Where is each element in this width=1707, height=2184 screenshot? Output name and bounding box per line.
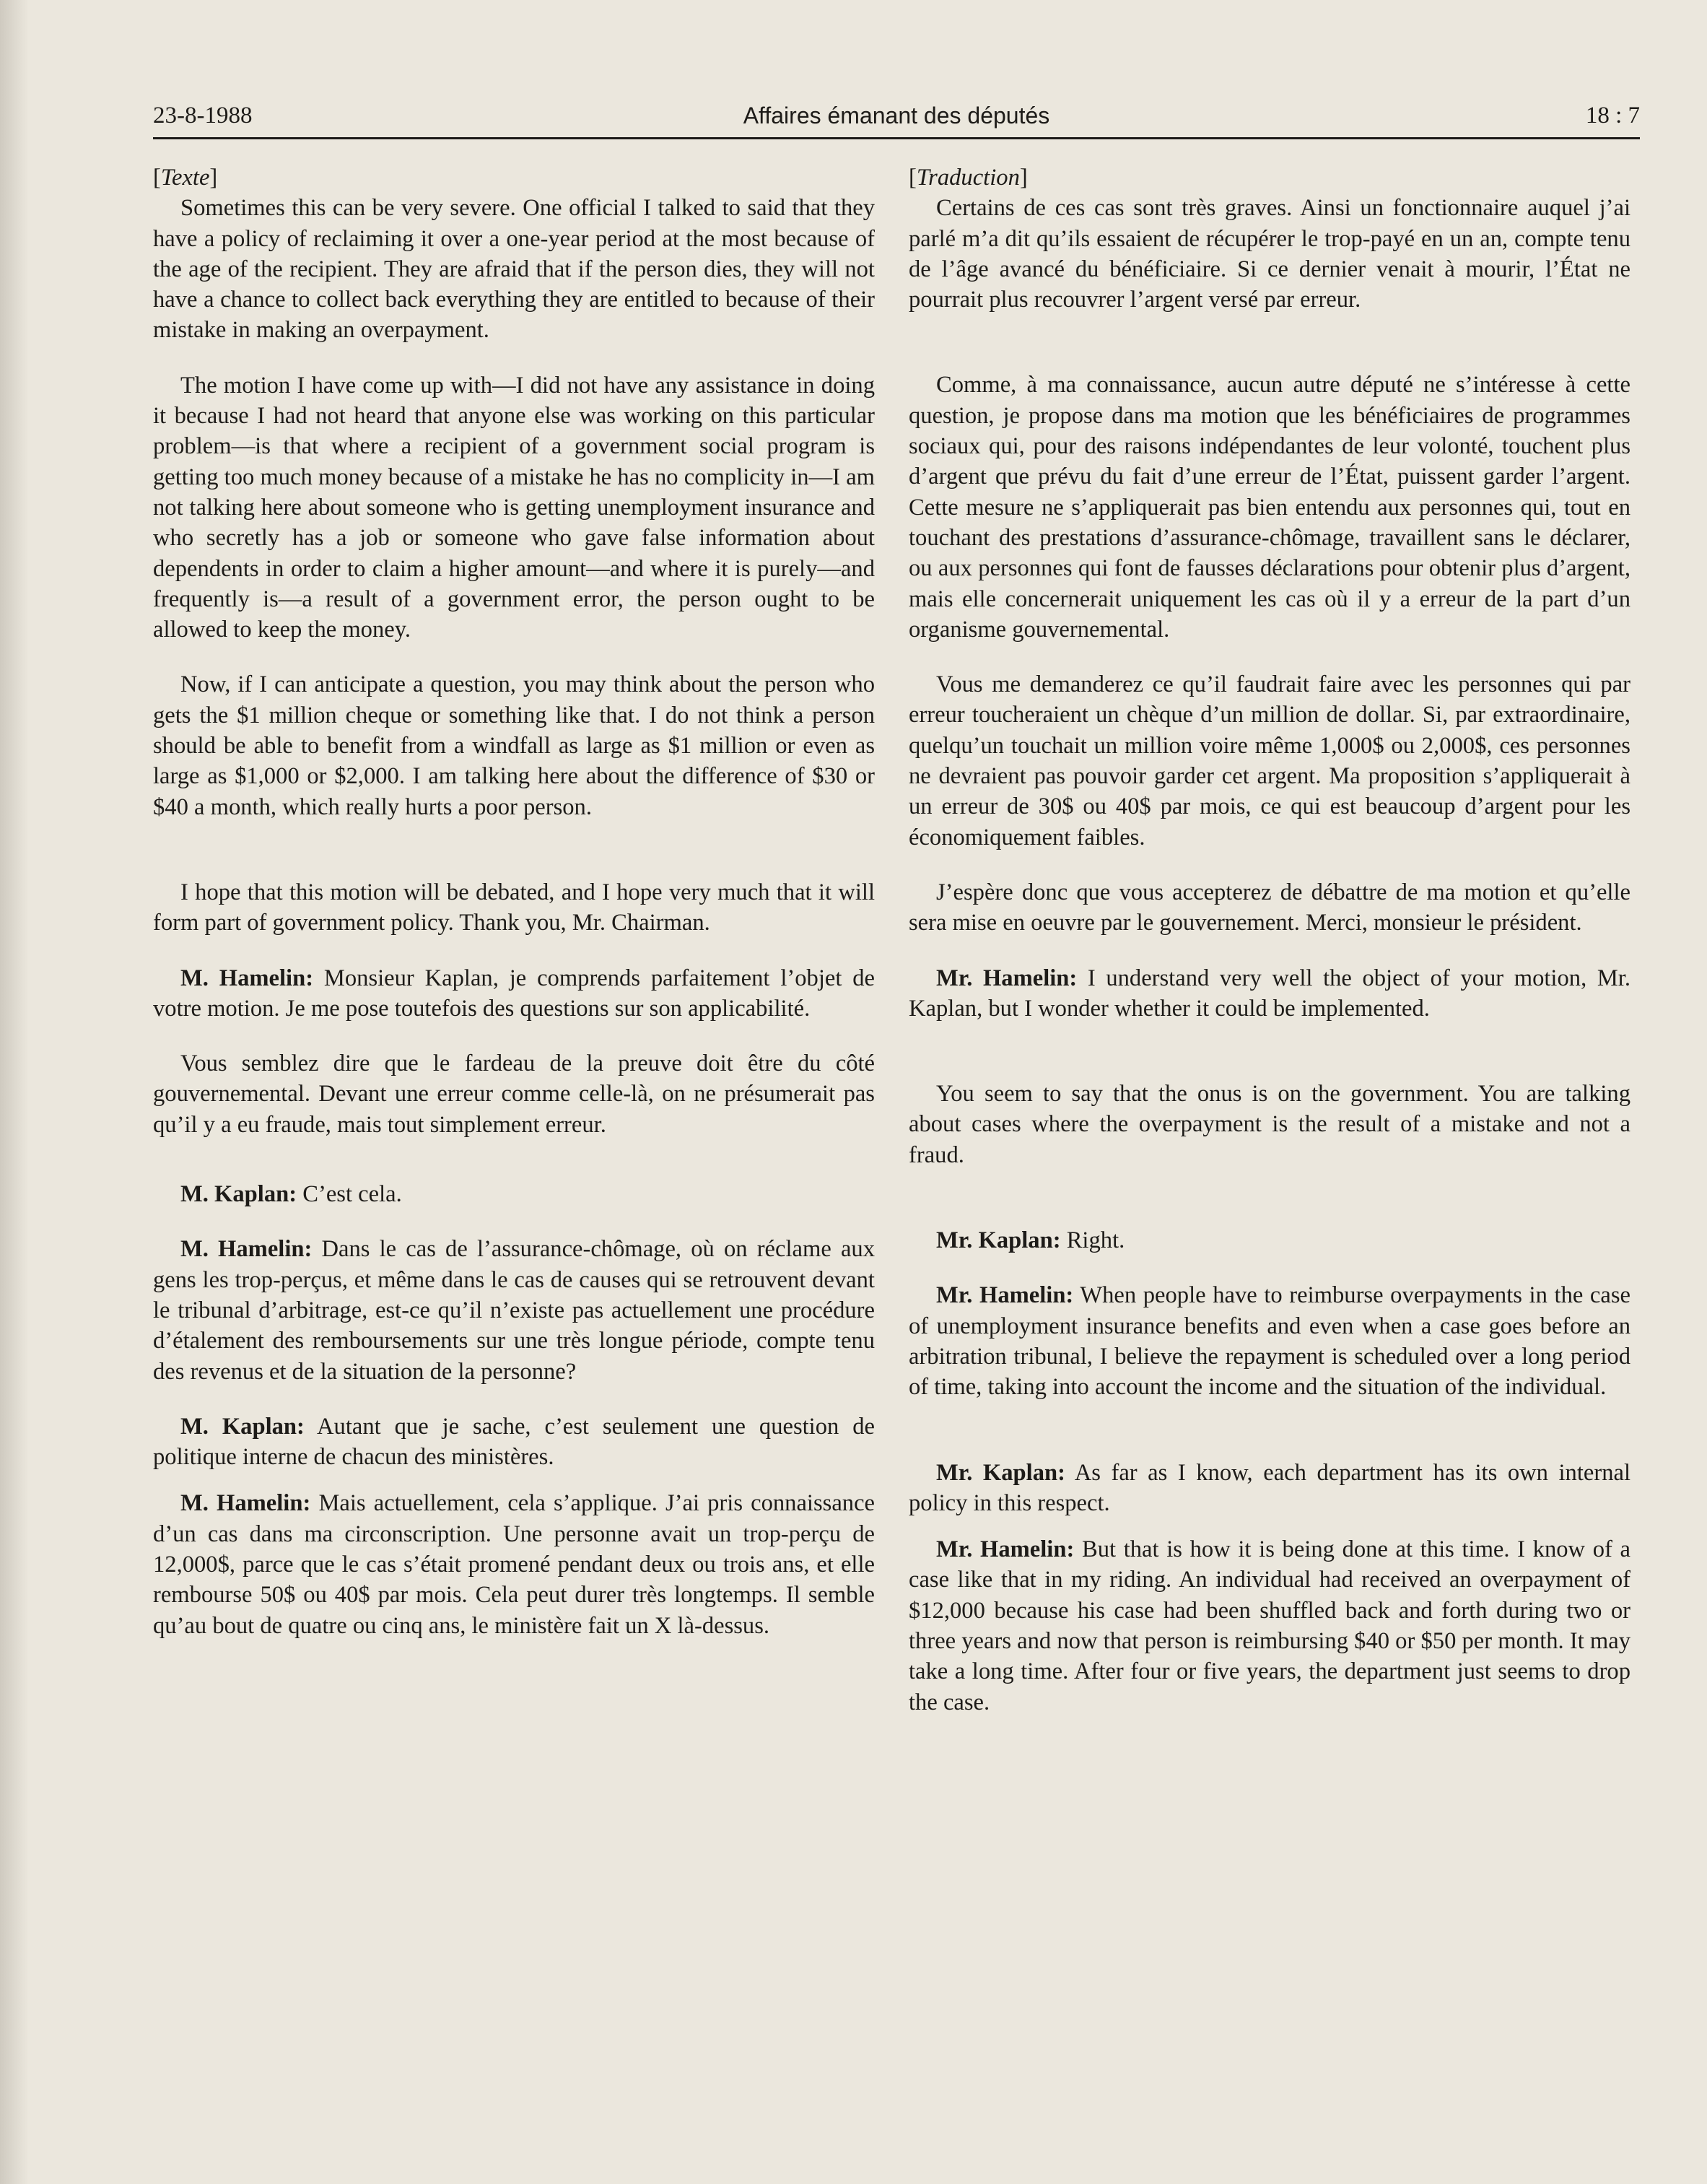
speaker-name: Mr. Hamelin: (936, 965, 1078, 991)
header-page-number: 18 : 7 (1585, 103, 1640, 129)
speaker-name: M. Hamelin: (180, 1236, 313, 1263)
paragraph: The motion I have come up with—I did not have any assistance in doing it because I had not heard that anyone else was working on this particular problem—is that where a recipient of a government social program is getting too much money because of a mistake he has no complicity in—I am not talking here about someone who is getting unemployment insurance and who secretly has a job or someone who gave false information about dependents in order to claim a higher amount—and where it is purely—and frequently is—a result of a government error, the person ought to be allowed to keep the money. (153, 372, 875, 643)
header-rule (153, 137, 1640, 139)
header-date: 23-8-1988 (153, 103, 253, 129)
paragraph: Mr. Hamelin: I understand very well the object of your motion, Mr. Kaplan, but I wonder whether it could be implemented. (909, 965, 1630, 1022)
paragraph: M. Hamelin: Mais actuellement, cela s’applique. J’ai pris connaissance d’un cas dans ma circonscription. Une personne avait un trop-perçu de 12,000$, parce que le cas s’était promené pendant deux ou trois ans, et elle rembourse 50$ ou 40$ par mois. Cela peut durer très longtemps. Il semble qu’au bout de quatre ou cinq ans, le ministère fait un X là-dessus. (153, 1490, 875, 1639)
paragraph: Mr. Hamelin: But that is how it is being done at this time. I know of a case like that in my riding. An individual had received an overpayment of $12,000 because his case had been shuffled back and forth during two or three years and now that person is reimbursing $40 or $50 per month. It may take a long time. After four or five years, the department just seems to drop the case. (909, 1536, 1630, 1715)
paragraph: Mr. Kaplan: As far as I know, each department has its own internal policy in this respect. (909, 1459, 1630, 1516)
paragraph: Now, if I can anticipate a question, you may think about the person who gets the $1 million cheque or something like that. I do not think a person should be able to benefit from a windfall as large as $1 million or even as large as $1,000 or $2,000. I am talking here about the difference of $30 or $40 a month, which really hurts a poor person. (153, 671, 875, 820)
right-column (909, 162, 1630, 1718)
paragraph: Sometimes this can be very severe. One official I talked to said that they have a policy of reclaiming it over a one-year period at the most because of the age of the recipient. They are afraid that if the person dies, they will not have a chance to collect back everything they are entitled to because of their mistake in making an overpayment. (153, 195, 875, 344)
left-column (153, 162, 875, 1641)
language-label: [Traduction] (909, 165, 1028, 191)
paragraph: Certains de ces cas sont très graves. Ainsi un fonctionnaire auquel j’ai parlé m’a dit qu’ils essaient de récupérer le trop-payé en un an, compte tenu de l’âge avancé du bénéficiaire. Si ce dernier venait à mourir, l’État ne pourrait plus recouvrer l’argent versé par erreur. (909, 195, 1630, 313)
paragraph: J’espère donc que vous accepterez de débattre de ma motion et qu’elle sera mise en oeuvre par le gouvernement. Merci, monsieur le président. (909, 879, 1630, 936)
language-label: [Texte] (153, 165, 218, 191)
paragraph: M. Kaplan: C’est cela. (180, 1181, 402, 1208)
speaker-name: M. Kaplan: (180, 1181, 297, 1208)
paragraph: Vous me demanderez ce qu’il faudrait faire avec les personnes qui par erreur toucheraient un chèque d’un million de dollar. Si, par extraordinaire, quelqu’un touchait un million voire même 1,000$ ou 2,000$, ces personnes ne devraient pas pouvoir garder cet argent. Ma proposition s’appliquerait à un erreur de 30$ ou 40$ par mois, ce qui est beaucoup d’argent pour les économiquement faibles. (909, 671, 1630, 850)
paragraph: I hope that this motion will be debated, and I hope very much that it will form part of government policy. Thank you, Mr. Chairman. (153, 879, 875, 936)
speaker-name: Mr. Kaplan: (936, 1227, 1061, 1254)
page-header (153, 103, 1640, 139)
speaker-name: M. Kaplan: (180, 1413, 305, 1440)
page-binding-shadow (0, 0, 29, 2184)
paragraph: M. Hamelin: Monsieur Kaplan, je comprends parfaitement l’objet de votre motion. Je me pose toutefois des questions sur son applicabilité. (153, 965, 875, 1022)
paragraph: Mr. Hamelin: When people have to reimburse overpayments in the case of unemployment insurance benefits and even when a case goes before an arbitration tribunal, I believe the repayment is scheduled over a long period of time, taking into account the income and the situation of the individual. (909, 1282, 1630, 1401)
speaker-name: Mr. Kaplan: (936, 1459, 1065, 1486)
speaker-name: M. Hamelin: (180, 1490, 311, 1517)
paragraph: M. Hamelin: Dans le cas de l’assurance-chômage, où on réclame aux gens les trop-perçus, et même dans le cas de causes qui se retrouvent devant le tribunal d’arbitrage, est-ce qu’il n’existe pas actuellement une procédure d’étalement des remboursements sur une très longue période, compte tenu des revenus et de la situation de la personne? (153, 1236, 875, 1385)
paragraph: M. Kaplan: Autant que je sache, c’est seulement une question de politique interne de chacun des ministères. (153, 1413, 876, 1471)
speaker-name: Mr. Hamelin: (936, 1282, 1074, 1309)
paragraph: Mr. Kaplan: Right. (936, 1227, 1125, 1254)
paragraph: Comme, à ma connaissance, aucun autre député ne s’intéresse à cette question, je propose dans ma motion que les bénéficiaires de programmes sociaux qui, pour des raisons indépendantes de leur volonté, touchent plus d’argent que prévu du fait d’une erreur de l’État, puissent garder l’argent. Cette mesure ne s’appliquerait pas bien entendu aux personnes qui, tout en touchant des prestations d’assurance-chômage, travaillent sans le déclarer, ou aux personnes qui font de fausses déclarations pour obtenir plus d’argent, mais elle concernerait uniquement les cas où il y a erreur de la part d’un organisme gouvernemental. (909, 372, 1630, 643)
speaker-name: Mr. Hamelin: (936, 1536, 1075, 1563)
paragraph: Vous semblez dire que le fardeau de la preuve doit être du côté gouvernemental. Devant une erreur comme celle-là, on ne présumerait pas qu’il y a eu fraude, mais tout simplement erreur. (153, 1050, 875, 1138)
header-title: Affaires émanant des députés (743, 103, 1050, 129)
speaker-name: M. Hamelin: (180, 965, 314, 991)
paragraph: You seem to say that the onus is on the government. You are talking about cases where the overpayment is the result of a mistake and not a fraud. (909, 1081, 1630, 1168)
